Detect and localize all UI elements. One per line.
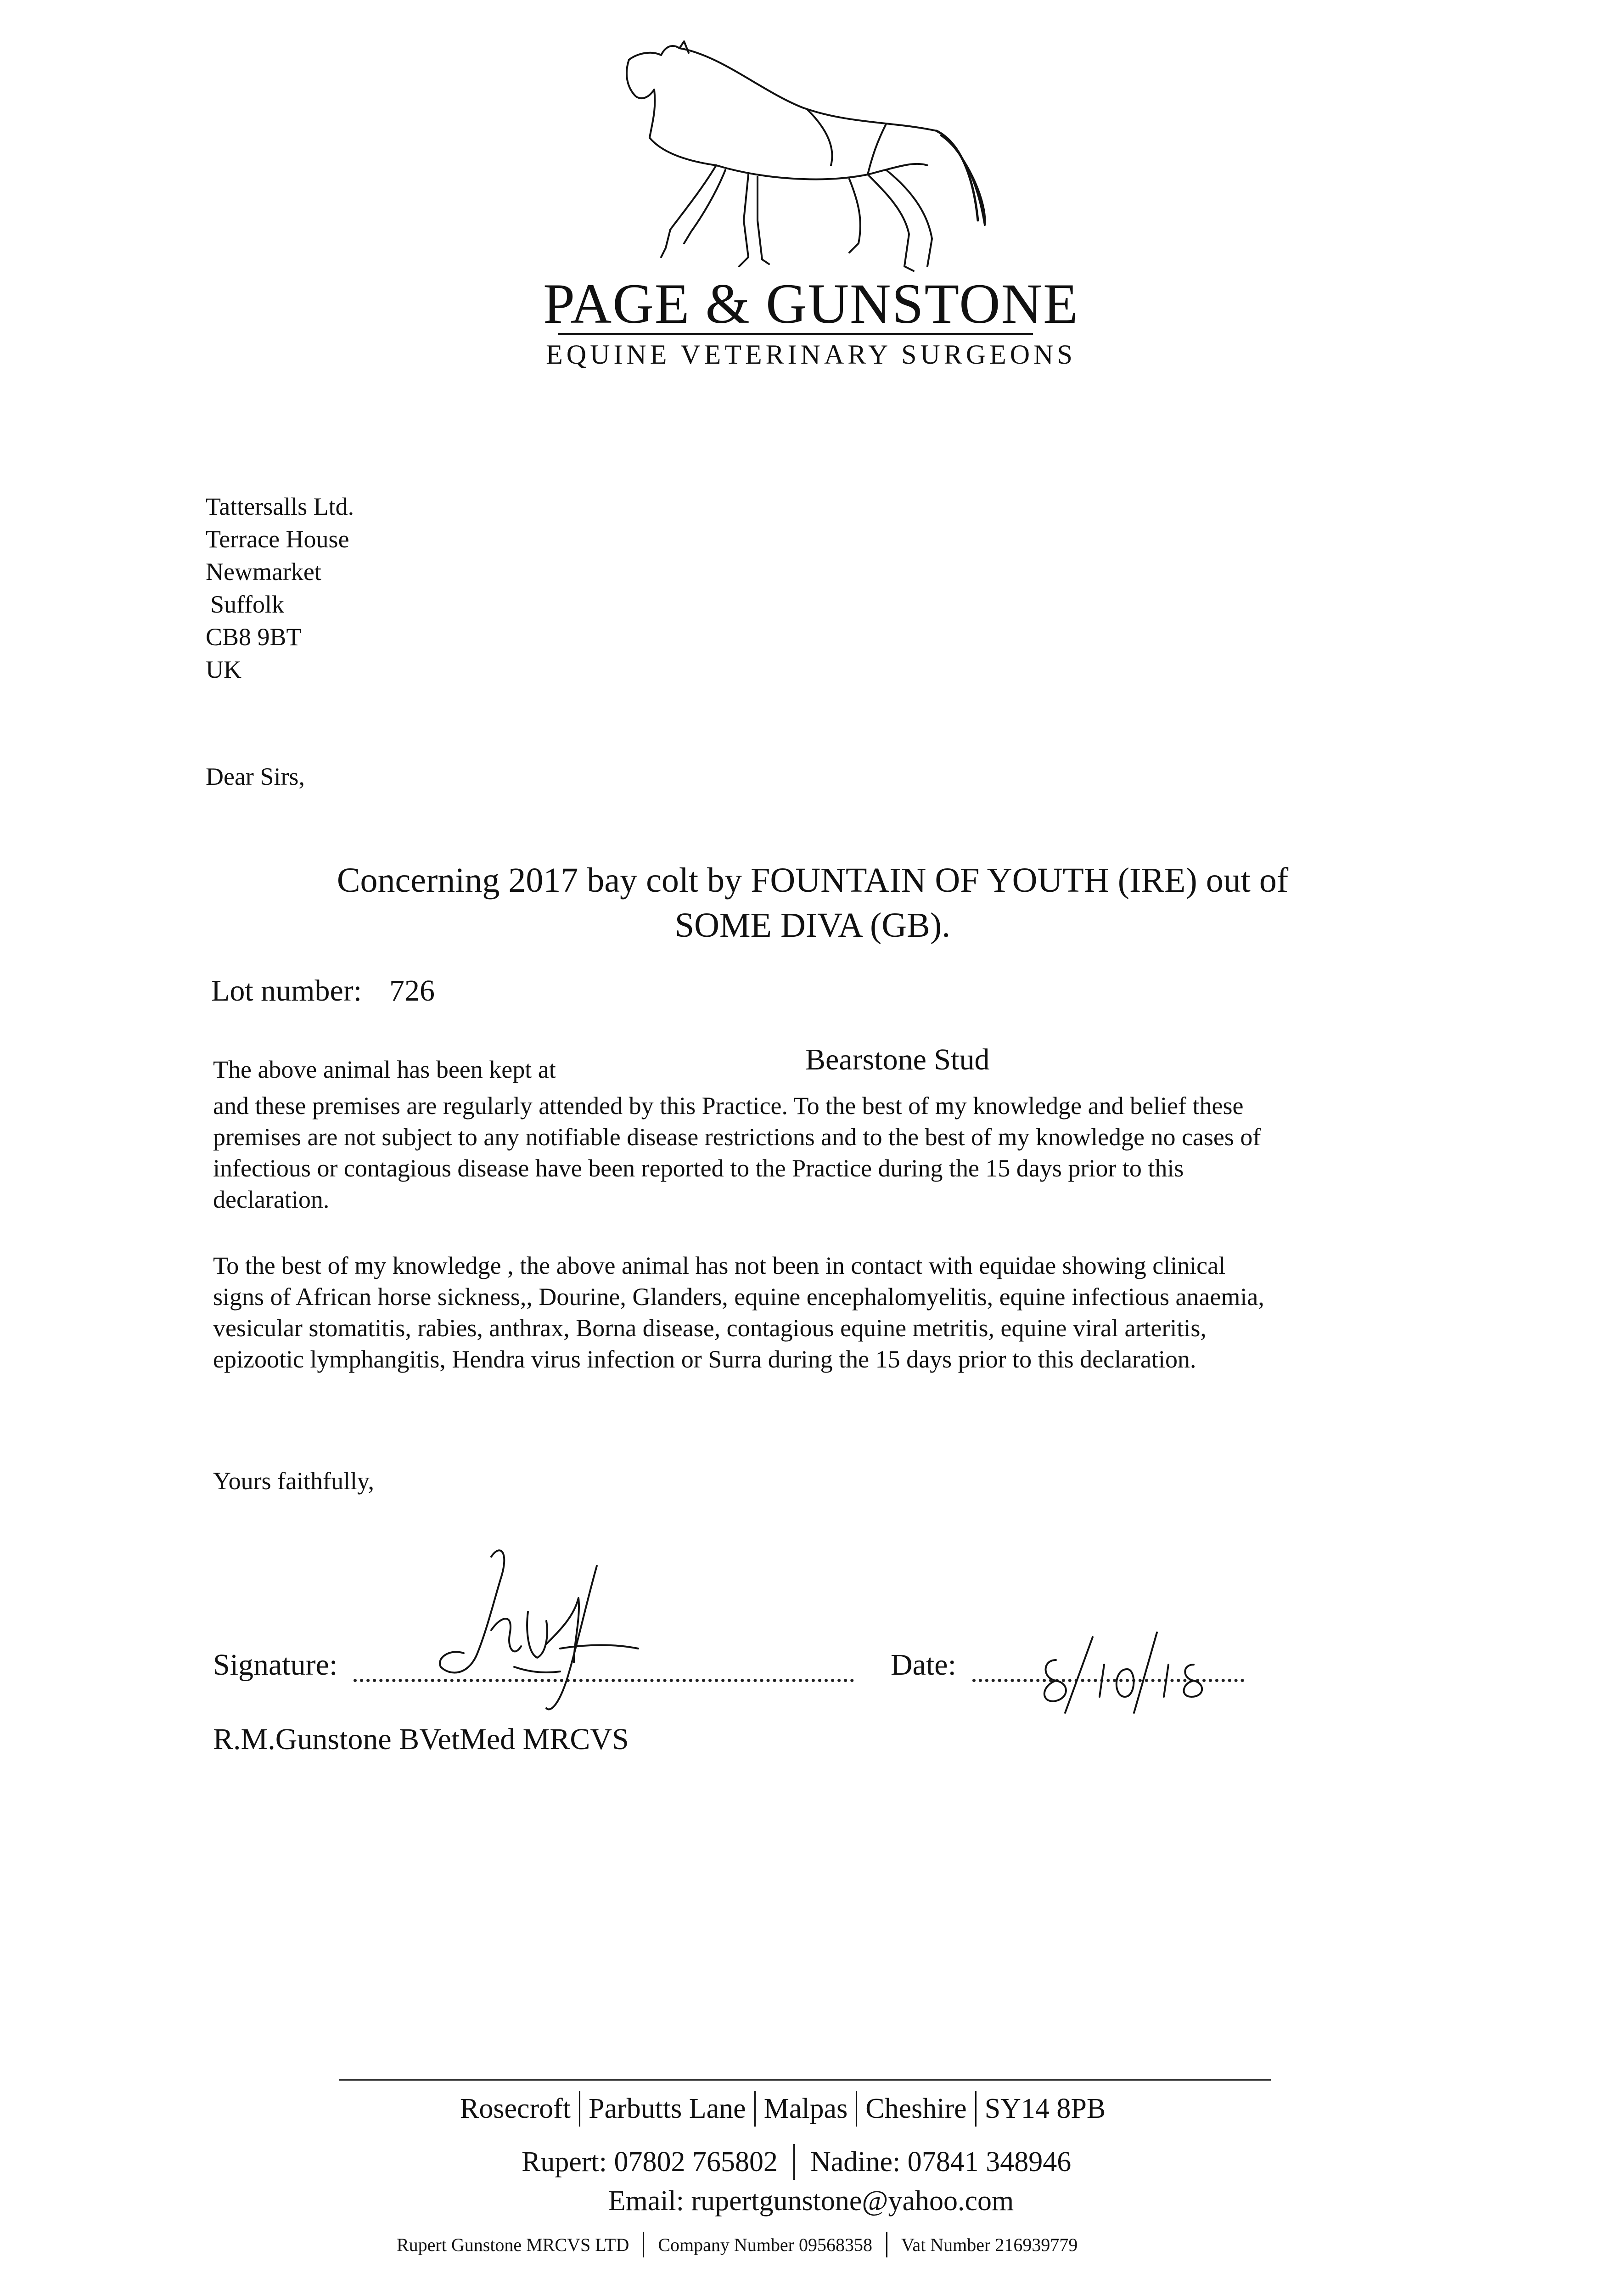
paragraph-line: vesicular stomatitis, rabies, anthrax, Borna disease, contagious equine metritis, equine viral arteritis,: [213, 1314, 1207, 1342]
footer-company: [397, 2231, 1078, 2258]
lot-number-label: Lot number:: [211, 974, 362, 1007]
lot-number-value: 726: [389, 974, 435, 1007]
paragraph-line: To the best of my knowledge , the above animal has not been in contact with equidae showing clinical: [213, 1252, 1226, 1279]
footer-address-part: Cheshire: [865, 2093, 967, 2124]
kept-at-label: The above animal has been kept at: [213, 1056, 556, 1083]
recipient-line: Tattersalls Ltd.: [206, 493, 354, 520]
footer-separator: [886, 2232, 887, 2257]
recipient-line: Suffolk: [210, 591, 285, 618]
handwritten-signature: [422, 1538, 643, 1717]
footer-separator: [643, 2232, 644, 2257]
footer-address-part: SY14 8PB: [984, 2093, 1106, 2124]
paragraph-line: infectious or contagious disease have been reported to the Practice during the 15 days prior to this: [213, 1154, 1184, 1182]
closing: Yours faithfully,: [213, 1467, 375, 1495]
footer-address: [460, 2090, 1106, 2127]
footer-address-part: Rosecroft: [460, 2093, 571, 2124]
recipient-line: Terrace House: [206, 525, 349, 553]
footer-separator: [793, 2144, 795, 2180]
brand-name: PAGE & GUNSTONE: [543, 272, 1079, 335]
brand-underline: [558, 333, 1033, 335]
paragraph-line: and these premises are regularly attended by this Practice. To the best of my knowledge and belief these: [213, 1092, 1244, 1120]
footer-phone: Nadine: 07841 348946: [810, 2146, 1072, 2178]
kept-at-value: Bearstone Stud: [805, 1043, 990, 1076]
paragraph-line: declaration.: [213, 1186, 330, 1213]
paragraph-line: premises are not subject to any notifiable disease restrictions and to the best of my knowledge no cases of: [213, 1123, 1261, 1151]
date-value: [1038, 1635, 1130, 1670]
footer-company-number: Company Number 09568358: [658, 2234, 872, 2255]
salutation: Dear Sirs,: [206, 763, 305, 790]
footer-vat-number: Vat Number 216939779: [901, 2234, 1078, 2255]
footer-separator: [579, 2091, 580, 2127]
date-label: Date:: [891, 1648, 956, 1682]
subject-line-2: SOME DIVA (GB).: [674, 906, 951, 945]
declaration-paragraph-1: [213, 1090, 1425, 1215]
paragraph-line: epizootic lymphangitis, Hendra virus infection or Surra during the 15 days prior to this declaration.: [213, 1345, 1196, 1373]
brand-tagline: EQUINE VETERINARY SURGEONS: [546, 339, 1076, 370]
declaration-paragraph-2: [213, 1250, 1425, 1375]
footer-divider: [339, 2079, 1271, 2081]
footer-separator: [856, 2091, 857, 2127]
signature-label: Signature:: [213, 1648, 338, 1682]
footer-phones: [522, 2144, 1071, 2180]
footer-email: Email: rupertgunstone@yahoo.com: [608, 2185, 1014, 2217]
recipient-line: UK: [206, 656, 241, 683]
footer-address-part: Parbutts Lane: [589, 2093, 746, 2124]
signatory-name: R.M.Gunstone BVetMed MRCVS: [213, 1722, 629, 1756]
footer-address-part: Malpas: [763, 2093, 848, 2124]
paragraph-line: signs of African horse sickness,, Dourine, Glanders, equine encephalomyelitis, equine infectious anaemia,: [213, 1283, 1264, 1311]
subject-heading: [193, 858, 1432, 948]
horse-icon: [611, 28, 1015, 285]
recipient-line: CB8 9BT: [206, 623, 302, 651]
recipient-line: Newmarket: [206, 558, 321, 585]
recipient-address: [206, 490, 354, 686]
subject-line-1: Concerning 2017 bay colt by FOUNTAIN OF YOUTH (IRE) out of: [337, 861, 1289, 900]
footer-phone: Rupert: 07802 765802: [522, 2146, 778, 2178]
footer-separator: [975, 2091, 977, 2127]
footer-separator: [754, 2091, 756, 2127]
footer-company-name: Rupert Gunstone MRCVS LTD: [397, 2234, 629, 2255]
